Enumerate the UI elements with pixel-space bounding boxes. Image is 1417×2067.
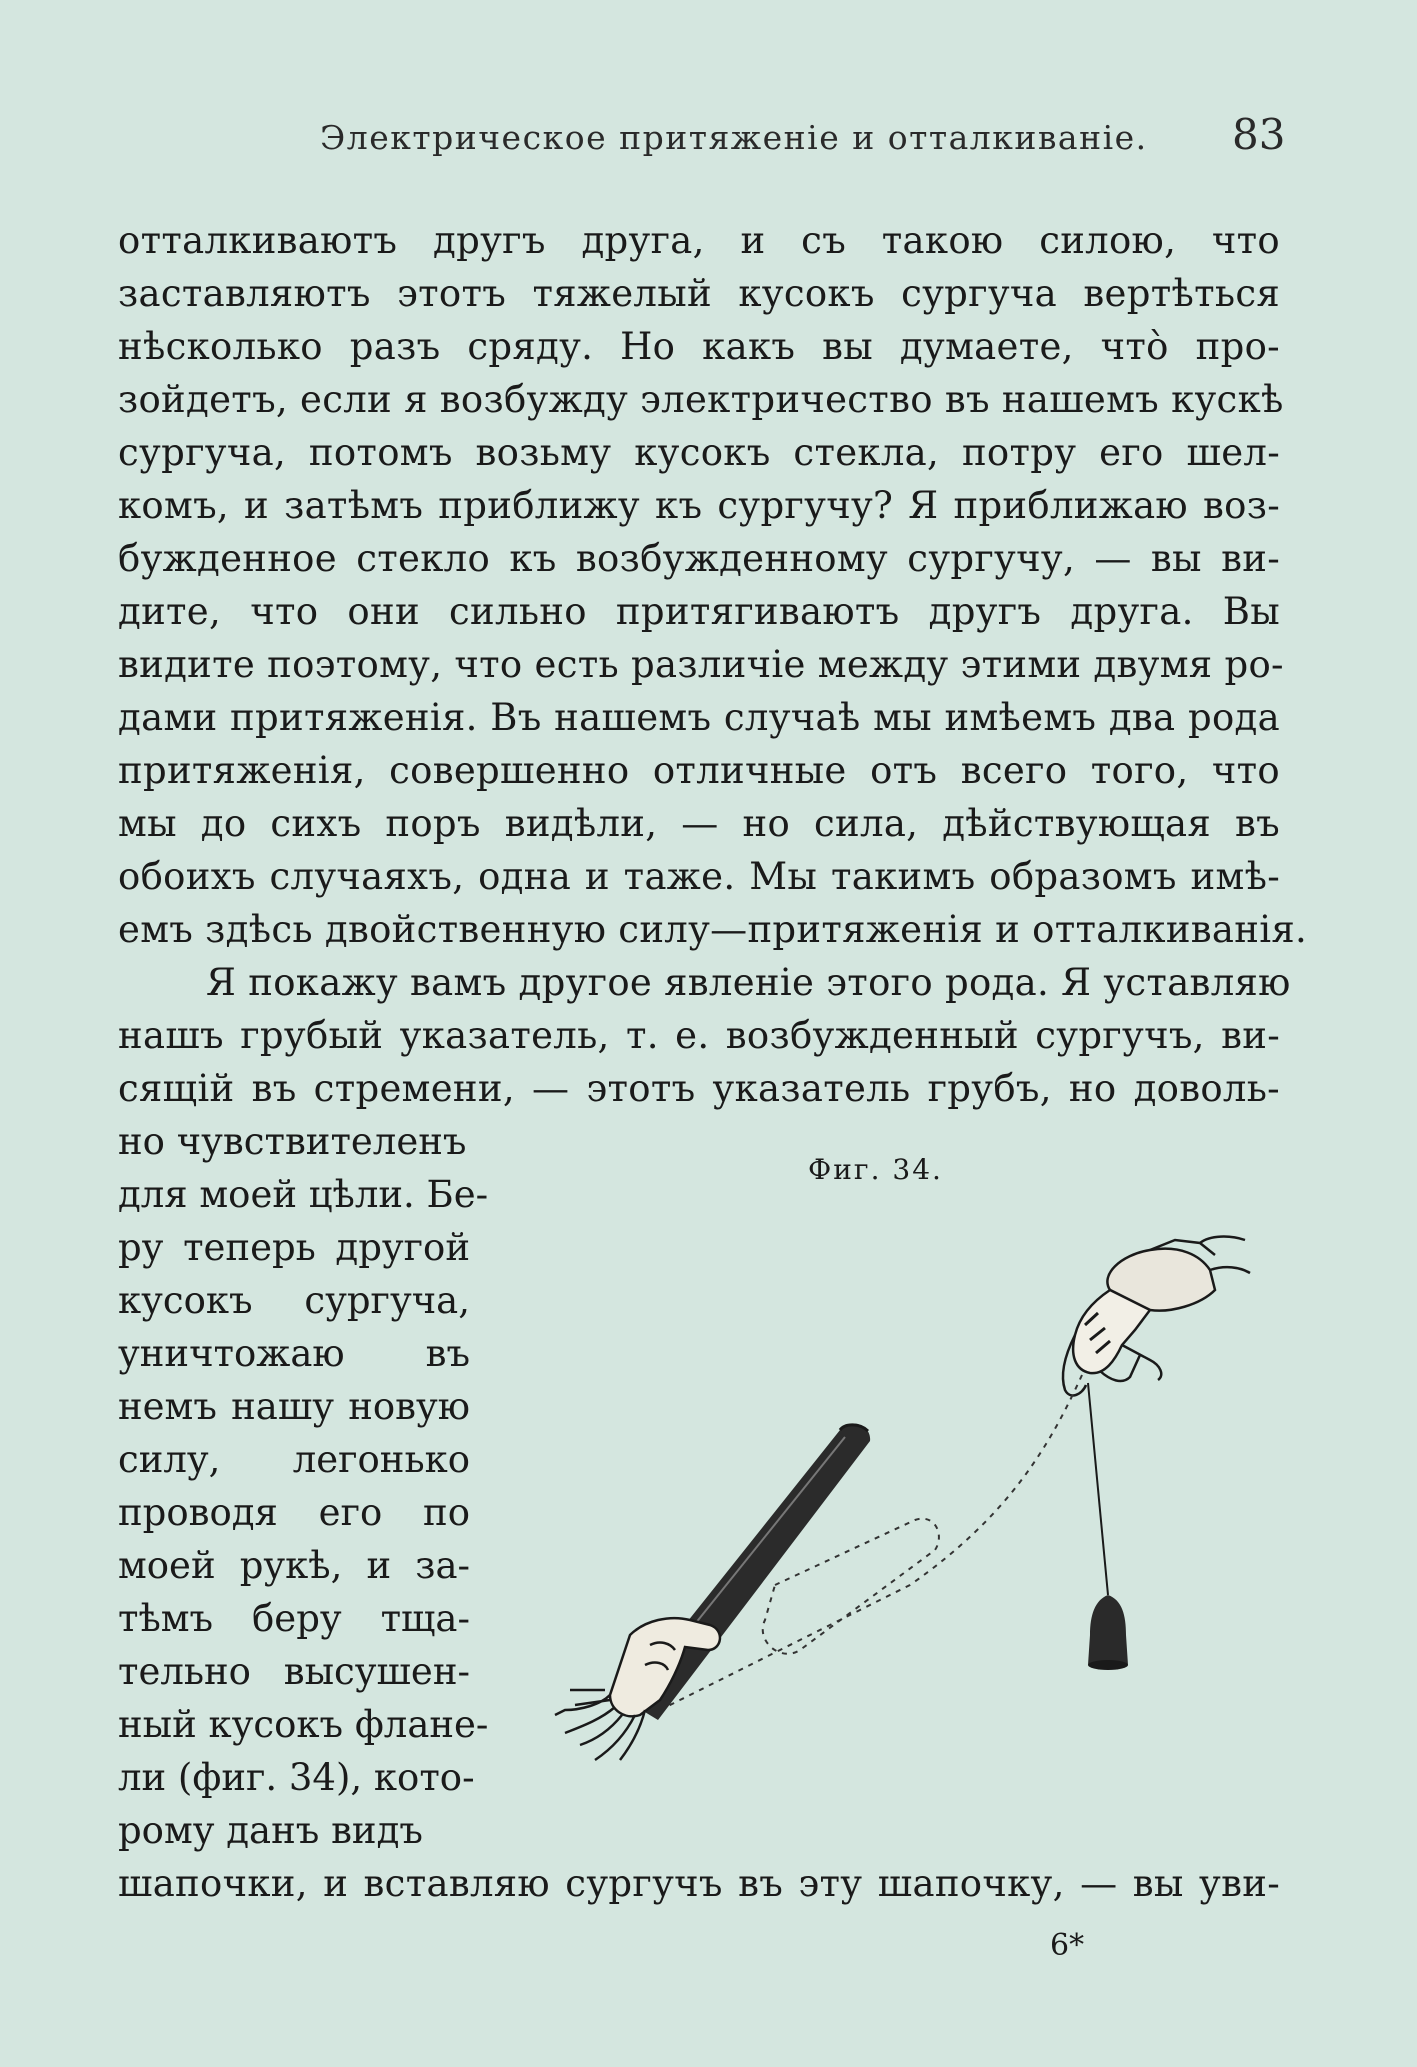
text-line: сургуча, потомъ возьму кусокъ стекла, потру его шел- (118, 431, 1280, 474)
text-line: притяженія, совершенно отличные отъ всего того, что (118, 749, 1280, 792)
text-line: проводя его по (118, 1491, 470, 1534)
text-line: дите, что они сильно притягиваютъ другъ друга. Вы (118, 590, 1280, 633)
text-line: но чувствителенъ (118, 1120, 467, 1163)
figure-caption: Фиг. 34. (808, 1153, 943, 1186)
text-line: кусокъ сургуча, (118, 1279, 470, 1322)
text-line: нѣсколько разъ сряду. Но какъ вы думаете, что̀ про- (118, 325, 1280, 368)
lower-hand-icon (555, 1618, 720, 1760)
figure-illustration (510, 1195, 1270, 1815)
text-line: шапочки, и вставляю сургучъ въ эту шапочку, — вы уви- (118, 1862, 1280, 1905)
text-line: рому данъ видъ (118, 1809, 423, 1852)
text-line: заставляютъ этотъ тяжелый кусокъ сургуча вертѣться (118, 272, 1280, 315)
text-line: Я покажу вамъ другое явленіе этого рода. Я уставляю (206, 961, 1291, 1004)
page-number: 83 (1232, 110, 1286, 159)
text-line: емъ здѣсь двойственную силу—притяженія и отталкиванія. (118, 908, 1308, 951)
text-line: видите поэтому, что есть различіе между этими двумя ро- (118, 643, 1284, 686)
text-line: мы до сихъ поръ видѣли, — но сила, дѣйствующая въ (118, 802, 1280, 845)
text-line: тѣмъ беру тща- (118, 1597, 470, 1640)
text-line: силу, легонько (118, 1438, 470, 1481)
pendulum-weight-icon (1088, 1595, 1128, 1670)
text-line: моей рукѣ, и за- (118, 1544, 470, 1587)
dotted-path (660, 1375, 1082, 1710)
text-line: отталкиваютъ другъ друга, и съ такою силою, что (118, 219, 1280, 262)
text-line: бужденное стекло къ возбужденному сургучу, — вы ви- (118, 537, 1280, 580)
upper-hand-icon (1063, 1237, 1250, 1396)
text-line: сящій въ стремени, — этотъ указатель грубъ, но доволь- (118, 1067, 1280, 1110)
text-line: комъ, и затѣмъ приближу къ сургучу? Я приближаю воз- (118, 484, 1280, 527)
text-line: ли (фиг. 34), кото- (118, 1756, 475, 1799)
text-line: ный кусокъ флане- (118, 1703, 489, 1746)
text-line: обоихъ случаяхъ, одна и таже. Мы такимъ образомъ имѣ- (118, 855, 1280, 898)
text-line: ру теперь другой (118, 1226, 470, 1269)
text-line: нашъ грубый указатель, т. е. возбужденный сургучъ, ви- (118, 1014, 1280, 1057)
text-line: дами притяженія. Въ нашемъ случаѣ мы имѣемъ два рода (118, 696, 1280, 739)
signature-mark: 6* (1050, 1928, 1085, 1963)
text-line: уничтожаю въ (118, 1332, 470, 1375)
text-line: зойдетъ, если я возбужду электричество въ нашемъ кускѣ (118, 378, 1284, 421)
thread (1088, 1383, 1108, 1595)
text-line: тельно высушен- (118, 1650, 470, 1693)
running-head: Электрическое притяженіе и отталкиваніе. (320, 118, 1148, 157)
text-line: для моей цѣли. Бе- (118, 1173, 489, 1216)
text-line: немъ нашу новую (118, 1385, 470, 1428)
